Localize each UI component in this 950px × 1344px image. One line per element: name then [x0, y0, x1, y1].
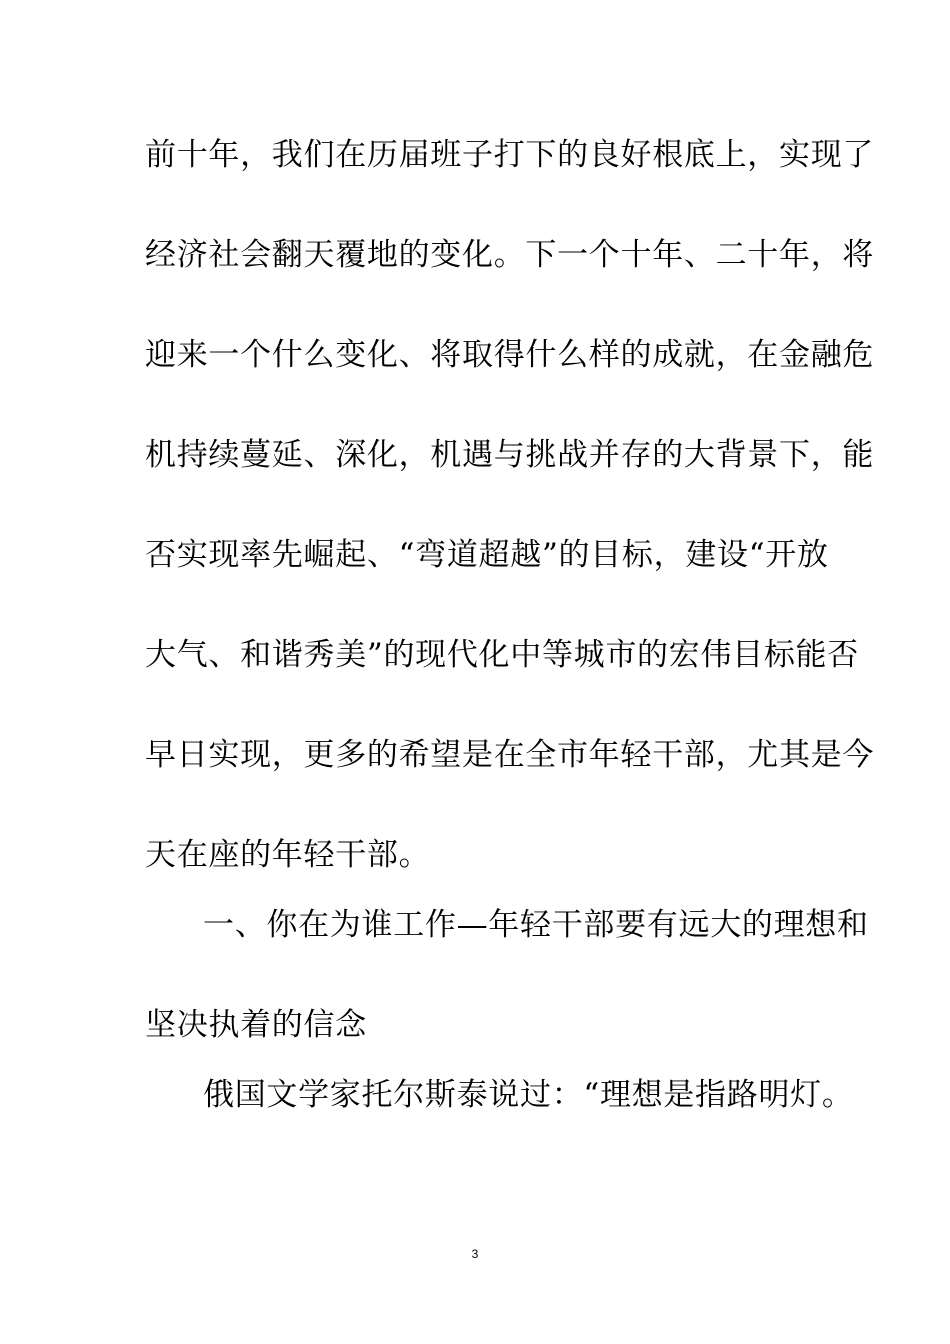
- body-text-line: 迎来一个什么变化、将取得什么样的成就，在金融危: [145, 337, 875, 373]
- body-text-line: 机持续蔓延、深化，机遇与挑战并存的大背景下，能: [145, 437, 875, 473]
- body-text-line: 前十年，我们在历届班子打下的良好根底上，实现了: [145, 137, 875, 173]
- body-text-line: 天在座的年轻干部。: [145, 837, 431, 873]
- body-text-line: 俄国文学家托尔斯泰说过：“理想是指路明灯。: [203, 1077, 854, 1113]
- section-heading-line: 一、你在为谁工作—年轻干部要有远大的理想和: [203, 907, 869, 943]
- body-text-line: 经济社会翻天覆地的变化。下一个十年、二十年，将: [145, 237, 875, 273]
- body-text-line: 大气、和谐秀美”的现代化中等城市的宏伟目标能否: [145, 637, 859, 673]
- page-number: 3: [471, 1247, 479, 1261]
- body-text-line: 早日实现，更多的希望是在全市年轻干部，尤其是今: [145, 737, 875, 773]
- body-text-line: 否实现率先崛起、“弯道超越”的目标，建设“开放: [145, 537, 829, 573]
- section-heading-line: 坚决执着的信念: [145, 1007, 367, 1043]
